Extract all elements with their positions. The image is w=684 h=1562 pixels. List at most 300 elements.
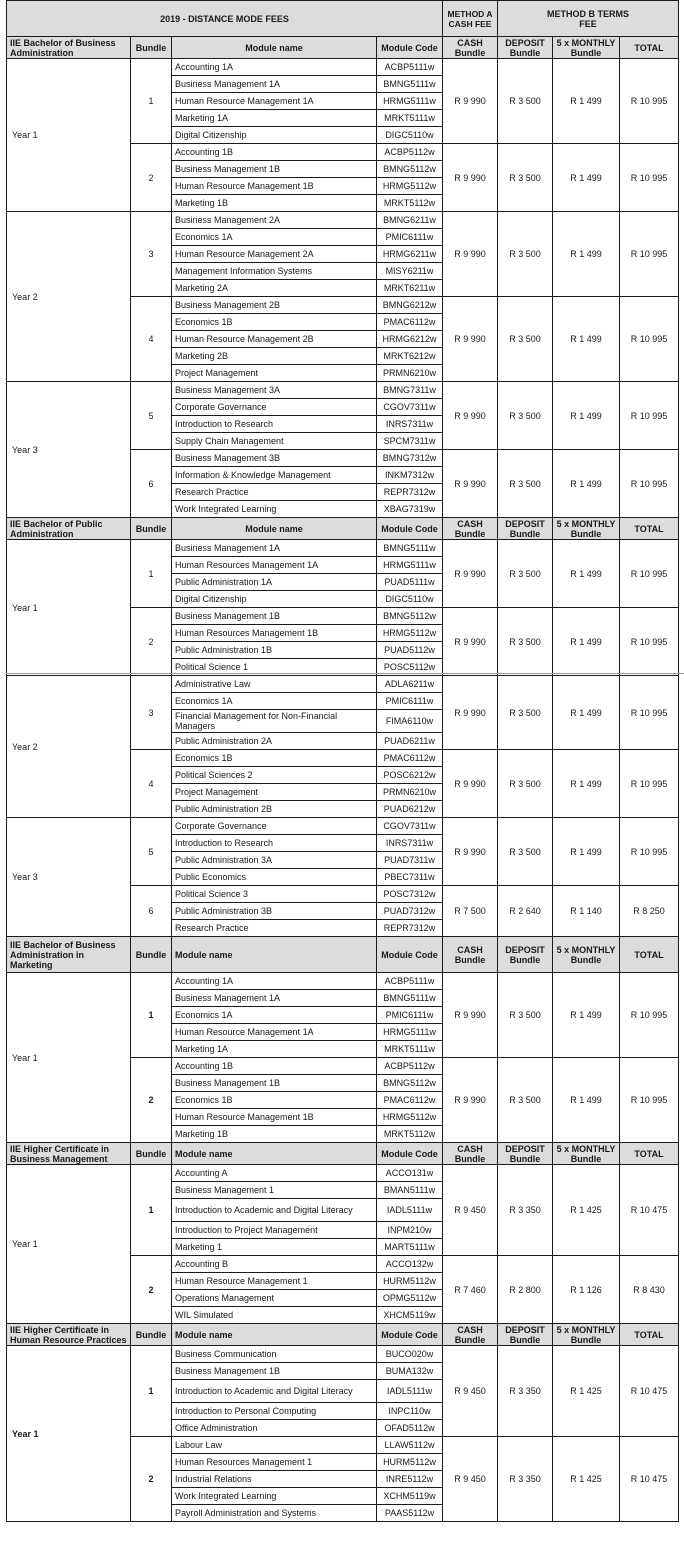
module-code: PMAC6112w	[377, 1092, 443, 1109]
cash-fee: R 9 990	[443, 540, 498, 608]
deposit-column-header: DEPOSIT Bundle	[498, 518, 553, 540]
deposit-fee: R 3 500	[498, 1058, 553, 1143]
total-fee: R 10 995	[620, 973, 679, 1058]
year-label: Year 1	[7, 1346, 131, 1522]
module-row	[7, 59, 679, 76]
module-code: PMIC6111w	[377, 693, 443, 710]
module-name: Work Integrated Learning	[172, 501, 377, 518]
monthly-fee: R 1 425	[553, 1437, 620, 1522]
module-code: POSC6212w	[377, 767, 443, 784]
module-name: Marketing 1B	[172, 1126, 377, 1143]
monthly-fee: R 1 425	[553, 1165, 620, 1256]
monthly-fee: R 1 499	[553, 818, 620, 886]
module-name: Accounting 1B	[172, 144, 377, 161]
module-name: Business Management 1B	[172, 1075, 377, 1092]
module-code: REPR7312w	[377, 920, 443, 937]
module-name: Business Management 1B	[172, 161, 377, 178]
total-fee: R 10 995	[620, 750, 679, 818]
module-name: Office Administration	[172, 1420, 377, 1437]
monthly-column-header: 5 x MONTHLY Bundle	[553, 37, 620, 59]
bundle-column-header: Bundle	[131, 937, 172, 973]
module-code: BUCO020w	[377, 1346, 443, 1363]
module-code: BMNG5111w	[377, 76, 443, 93]
module-name: Supply Chain Management	[172, 433, 377, 450]
module-name: Introduction to Research	[172, 416, 377, 433]
module-name: Human Resource Management 1A	[172, 93, 377, 110]
module-code: PUAD5112w	[377, 642, 443, 659]
module-code: HRMG5111w	[377, 93, 443, 110]
module-code: BMNG5112w	[377, 1075, 443, 1092]
monthly-fee: R 1 499	[553, 973, 620, 1058]
year-label: Year 3	[7, 382, 131, 518]
module-row	[7, 1346, 679, 1363]
module-name: Human Resource Management 2A	[172, 246, 377, 263]
module-code: BMNG5111w	[377, 540, 443, 557]
cash-fee: R 9 450	[443, 1437, 498, 1522]
bundle-number: 2	[131, 1437, 172, 1522]
module-code: BMNG5112w	[377, 161, 443, 178]
module-code-column-header: Module Code	[377, 518, 443, 540]
page-break-divider	[6, 673, 684, 674]
module-code: PUAD5111w	[377, 574, 443, 591]
module-name: Industrial Relations	[172, 1471, 377, 1488]
module-code: DIGC5110w	[377, 591, 443, 608]
module-code: XBAG7319w	[377, 501, 443, 518]
monthly-column-header: 5 x MONTHLY Bundle	[553, 1324, 620, 1346]
module-name: Introduction to Personal Computing	[172, 1403, 377, 1420]
monthly-fee: R 1 499	[553, 608, 620, 676]
deposit-column-header: DEPOSIT Bundle	[498, 1143, 553, 1165]
module-name: Business Management 2A	[172, 212, 377, 229]
cash-fee: R 9 990	[443, 144, 498, 212]
year-label: Year 1	[7, 973, 131, 1143]
bundle-number: 4	[131, 750, 172, 818]
bundle-number: 3	[131, 676, 172, 750]
module-code: MRKT5112w	[377, 195, 443, 212]
programme-name: IIE Bachelor of Business Administration	[7, 37, 131, 59]
module-name: Accounting 1B	[172, 1058, 377, 1075]
module-name: Economics 1A	[172, 693, 377, 710]
module-name: Public Administration 1B	[172, 642, 377, 659]
module-name: Project Management	[172, 784, 377, 801]
deposit-fee: R 3 500	[498, 973, 553, 1058]
module-code: PUAD7312w	[377, 903, 443, 920]
module-code: PRMN6210w	[377, 784, 443, 801]
module-name: Project Management	[172, 365, 377, 382]
bundle-number: 3	[131, 212, 172, 297]
module-code: ACCO132w	[377, 1256, 443, 1273]
module-name: Public Administration 3B	[172, 903, 377, 920]
bundle-column-header: Bundle	[131, 37, 172, 59]
deposit-fee: R 2 640	[498, 886, 553, 937]
deposit-fee: R 3 500	[498, 450, 553, 518]
module-code: HRMG6212w	[377, 331, 443, 348]
module-code: BMAN5111w	[377, 1182, 443, 1199]
cash-fee: R 9 990	[443, 212, 498, 297]
module-code: ACBP5112w	[377, 1058, 443, 1075]
programme-name: IIE Bachelor of Business Administration in Marketing	[7, 937, 131, 973]
module-code: FIMA6110w	[377, 710, 443, 733]
module-row	[7, 818, 679, 835]
module-name: Human Resources Management 1	[172, 1454, 377, 1471]
module-name: Marketing 1A	[172, 1041, 377, 1058]
programme-header-row	[7, 1324, 679, 1346]
module-name: Business Management 1	[172, 1182, 377, 1199]
total-fee: R 10 475	[620, 1437, 679, 1522]
module-name: Accounting 1A	[172, 973, 377, 990]
total-fee: R 8 430	[620, 1256, 679, 1324]
total-column-header: TOTAL	[620, 1324, 679, 1346]
module-code: PMAC6112w	[377, 314, 443, 331]
module-code: REPR7312w	[377, 484, 443, 501]
module-code: INRS7311w	[377, 416, 443, 433]
total-fee: R 10 995	[620, 297, 679, 382]
module-name: Marketing 2B	[172, 348, 377, 365]
total-fee: R 10 995	[620, 818, 679, 886]
module-name: Human Resources Management 1A	[172, 557, 377, 574]
cash-fee: R 9 990	[443, 59, 498, 144]
module-code-column-header: Module Code	[377, 937, 443, 973]
year-label: Year 2	[7, 212, 131, 382]
total-fee: R 10 995	[620, 450, 679, 518]
monthly-fee: R 1 499	[553, 450, 620, 518]
cash-fee: R 9 990	[443, 450, 498, 518]
year-label: Year 1	[7, 1165, 131, 1324]
module-code: POSC5112w	[377, 659, 443, 676]
module-name: Business Management 3A	[172, 382, 377, 399]
monthly-fee: R 1 499	[553, 1058, 620, 1143]
module-name: Business Management 2B	[172, 297, 377, 314]
monthly-fee: R 1 499	[553, 144, 620, 212]
deposit-fee: R 3 500	[498, 676, 553, 750]
module-code: HRMG5112w	[377, 1109, 443, 1126]
module-code: ACBP5111w	[377, 59, 443, 76]
total-fee: R 10 475	[620, 1165, 679, 1256]
module-name: Business Management 1A	[172, 540, 377, 557]
cash-column-header: CASH Bundle	[443, 1324, 498, 1346]
monthly-fee: R 1 499	[553, 212, 620, 297]
monthly-fee: R 1 126	[553, 1256, 620, 1324]
total-column-header: TOTAL	[620, 937, 679, 973]
module-code: SPCM7311w	[377, 433, 443, 450]
bundle-number: 6	[131, 886, 172, 937]
module-code: PUAD6212w	[377, 801, 443, 818]
module-name: Public Administration 3A	[172, 852, 377, 869]
module-code: BMNG5111w	[377, 990, 443, 1007]
bundle-column-header: Bundle	[131, 1324, 172, 1346]
fees-document	[6, 0, 678, 1522]
module-code: XHCM5119w	[377, 1307, 443, 1324]
module-code: ACCO131w	[377, 1165, 443, 1182]
module-code: INKM7312w	[377, 467, 443, 484]
year-label: Year 1	[7, 59, 131, 212]
module-code: MISY6211w	[377, 263, 443, 280]
module-name: Economics 1B	[172, 750, 377, 767]
module-code: MRKT6211w	[377, 280, 443, 297]
module-name: Research Practice	[172, 484, 377, 501]
module-name: Human Resource Management 1B	[172, 178, 377, 195]
module-name: WIL Simulated	[172, 1307, 377, 1324]
module-code: BMNG7311w	[377, 382, 443, 399]
deposit-fee: R 3 500	[498, 59, 553, 144]
module-name: Public Administration 1A	[172, 574, 377, 591]
module-code: MRKT6212w	[377, 348, 443, 365]
module-code: PBEC7311w	[377, 869, 443, 886]
module-code: PMAC6112w	[377, 750, 443, 767]
module-name: Corporate Governance	[172, 399, 377, 416]
module-name: Political Science 3	[172, 886, 377, 903]
module-code-column-header: Module Code	[377, 1143, 443, 1165]
deposit-column-header: DEPOSIT Bundle	[498, 937, 553, 973]
module-name: Payroll Administration and Systems	[172, 1505, 377, 1522]
module-code: OFAD5112w	[377, 1420, 443, 1437]
module-name: Corporate Governance	[172, 818, 377, 835]
deposit-fee: R 2 800	[498, 1256, 553, 1324]
total-fee: R 8 250	[620, 886, 679, 937]
module-code: PRMN6210w	[377, 365, 443, 382]
module-name: Marketing 1B	[172, 195, 377, 212]
bundle-column-header: Bundle	[131, 518, 172, 540]
module-name: Public Economics	[172, 869, 377, 886]
module-name: Business Management 1A	[172, 76, 377, 93]
year-label: Year 2	[7, 676, 131, 818]
deposit-fee: R 3 500	[498, 818, 553, 886]
programme-name: IIE Higher Certificate in Human Resource Practices	[7, 1324, 131, 1346]
bundle-number: 2	[131, 1058, 172, 1143]
module-name-column-header: Module name	[172, 518, 377, 540]
module-name: Political Science 1	[172, 659, 377, 676]
module-name: Digital Citizenship	[172, 591, 377, 608]
module-name: Digital Citizenship	[172, 127, 377, 144]
programme-name: IIE Bachelor of Public Administration	[7, 518, 131, 540]
total-fee: R 10 995	[620, 382, 679, 450]
module-name: Accounting B	[172, 1256, 377, 1273]
method-a-header: METHOD A CASH FEE	[443, 1, 498, 37]
module-code: PUAD7311w	[377, 852, 443, 869]
module-name: Business Management 3B	[172, 450, 377, 467]
module-name: Business Management 1A	[172, 990, 377, 1007]
module-code-column-header: Module Code	[377, 37, 443, 59]
module-code: INPC110w	[377, 1403, 443, 1420]
module-code: HRMG5112w	[377, 625, 443, 642]
cash-fee: R 9 990	[443, 382, 498, 450]
cash-fee: R 7 500	[443, 886, 498, 937]
total-fee: R 10 995	[620, 676, 679, 750]
cash-column-header: CASH Bundle	[443, 518, 498, 540]
module-name: Information & Knowledge Management	[172, 467, 377, 484]
module-row	[7, 540, 679, 557]
module-row	[7, 1165, 679, 1182]
module-name: Introduction to Academic and Digital Literacy	[172, 1380, 377, 1403]
deposit-fee: R 3 500	[498, 750, 553, 818]
module-name: Human Resource Management 1B	[172, 1109, 377, 1126]
monthly-fee: R 1 499	[553, 382, 620, 450]
deposit-fee: R 3 500	[498, 212, 553, 297]
module-name: Human Resource Management 1A	[172, 1024, 377, 1041]
bundle-number: 1	[131, 540, 172, 608]
cash-fee: R 9 450	[443, 1165, 498, 1256]
total-fee: R 10 475	[620, 1346, 679, 1437]
module-code: HRMG6211w	[377, 246, 443, 263]
deposit-fee: R 3 500	[498, 297, 553, 382]
module-row	[7, 382, 679, 399]
module-name: Business Management 1B	[172, 608, 377, 625]
module-code: HRMG5111w	[377, 557, 443, 574]
module-name: Marketing 2A	[172, 280, 377, 297]
cash-fee: R 9 990	[443, 1058, 498, 1143]
cash-fee: R 9 990	[443, 818, 498, 886]
module-code: HRMG5111w	[377, 1024, 443, 1041]
monthly-fee: R 1 425	[553, 1346, 620, 1437]
module-name: Business Communication	[172, 1346, 377, 1363]
bundle-number: 1	[131, 59, 172, 144]
total-fee: R 10 995	[620, 59, 679, 144]
bundle-column-header: Bundle	[131, 1143, 172, 1165]
cash-column-header: CASH Bundle	[443, 937, 498, 973]
total-fee: R 10 995	[620, 212, 679, 297]
module-code: BMNG6212w	[377, 297, 443, 314]
total-column-header: TOTAL	[620, 37, 679, 59]
cash-column-header: CASH Bundle	[443, 1143, 498, 1165]
monthly-fee: R 1 499	[553, 297, 620, 382]
module-name: Human Resources Management 1B	[172, 625, 377, 642]
module-name: Economics 1A	[172, 229, 377, 246]
cash-fee: R 9 990	[443, 608, 498, 676]
module-code: ACBP5112w	[377, 144, 443, 161]
module-code: PAAS5112w	[377, 1505, 443, 1522]
module-name: Operations Management	[172, 1290, 377, 1307]
monthly-column-header: 5 x MONTHLY Bundle	[553, 937, 620, 973]
module-code: HURM5112w	[377, 1454, 443, 1471]
module-name: Public Administration 2A	[172, 733, 377, 750]
module-name: Political Sciences 2	[172, 767, 377, 784]
total-fee: R 10 995	[620, 608, 679, 676]
bundle-number: 1	[131, 973, 172, 1058]
deposit-fee: R 3 350	[498, 1165, 553, 1256]
module-code: INPM210w	[377, 1222, 443, 1239]
module-code: PMIC6111w	[377, 229, 443, 246]
module-code: CGOV7311w	[377, 818, 443, 835]
module-name: Management Information Systems	[172, 263, 377, 280]
module-name: Accounting 1A	[172, 59, 377, 76]
module-name-column-header: Module name	[172, 1143, 377, 1165]
bundle-number: 2	[131, 144, 172, 212]
deposit-fee: R 3 500	[498, 540, 553, 608]
method-b-header: METHOD B TERMS FEE	[498, 1, 679, 37]
bundle-number: 1	[131, 1165, 172, 1256]
module-name: Human Resource Management 2B	[172, 331, 377, 348]
deposit-fee: R 3 500	[498, 382, 553, 450]
monthly-fee: R 1 499	[553, 540, 620, 608]
module-name: Public Administration 2B	[172, 801, 377, 818]
module-code: BUMA132w	[377, 1363, 443, 1380]
module-code: IADL5111w	[377, 1380, 443, 1403]
total-column-header: TOTAL	[620, 518, 679, 540]
module-code: MART5111w	[377, 1239, 443, 1256]
deposit-fee: R 3 350	[498, 1437, 553, 1522]
monthly-fee: R 1 499	[553, 676, 620, 750]
year-label: Year 3	[7, 818, 131, 937]
page-title: 2019 - DISTANCE MODE FEES	[7, 1, 443, 37]
module-code: MRKT5112w	[377, 1126, 443, 1143]
module-name: Accounting A	[172, 1165, 377, 1182]
bundle-number: 2	[131, 1256, 172, 1324]
total-fee: R 10 995	[620, 1058, 679, 1143]
module-name: Introduction to Research	[172, 835, 377, 852]
module-name: Labour Law	[172, 1437, 377, 1454]
bundle-number: 2	[131, 608, 172, 676]
module-code: HURM5112w	[377, 1273, 443, 1290]
programme-header-row	[7, 518, 679, 540]
bundle-number: 6	[131, 450, 172, 518]
cash-fee: R 9 990	[443, 750, 498, 818]
monthly-fee: R 1 499	[553, 59, 620, 144]
bundle-number: 5	[131, 818, 172, 886]
programme-header-row	[7, 37, 679, 59]
module-name: Human Resource Management 1	[172, 1273, 377, 1290]
total-fee: R 10 995	[620, 144, 679, 212]
total-column-header: TOTAL	[620, 1143, 679, 1165]
monthly-fee: R 1 140	[553, 886, 620, 937]
module-name: Economics 1B	[172, 1092, 377, 1109]
module-name-column-header: Module name	[172, 937, 377, 973]
module-name: Research Practice	[172, 920, 377, 937]
cash-fee: R 9 990	[443, 297, 498, 382]
monthly-fee: R 1 499	[553, 750, 620, 818]
monthly-column-header: 5 x MONTHLY Bundle	[553, 518, 620, 540]
module-code: ACBP5111w	[377, 973, 443, 990]
module-code: IADL5111w	[377, 1199, 443, 1222]
module-code-column-header: Module Code	[377, 1324, 443, 1346]
module-name: Business Management 1B	[172, 1363, 377, 1380]
title-row	[7, 1, 679, 37]
year-label: Year 1	[7, 540, 131, 676]
deposit-fee: R 3 350	[498, 1346, 553, 1437]
module-code: PMIC6111w	[377, 1007, 443, 1024]
module-code: DIGC5110w	[377, 127, 443, 144]
cash-fee: R 9 450	[443, 1346, 498, 1437]
module-code: ADLA6211w	[377, 676, 443, 693]
module-code: INRS7311w	[377, 835, 443, 852]
programme-name: IIE Higher Certificate in Business Management	[7, 1143, 131, 1165]
module-name: Administrative Law	[172, 676, 377, 693]
cash-fee: R 7 460	[443, 1256, 498, 1324]
module-name: Marketing 1A	[172, 110, 377, 127]
module-name: Financial Management for Non-Financial Managers	[172, 710, 377, 733]
module-row	[7, 973, 679, 990]
cash-fee: R 9 990	[443, 676, 498, 750]
module-code: BMNG6211w	[377, 212, 443, 229]
module-name: Marketing 1	[172, 1239, 377, 1256]
deposit-fee: R 3 500	[498, 608, 553, 676]
bundle-number: 5	[131, 382, 172, 450]
cash-column-header: CASH Bundle	[443, 37, 498, 59]
bundle-number: 1	[131, 1346, 172, 1437]
deposit-fee: R 3 500	[498, 144, 553, 212]
module-code: CGOV7311w	[377, 399, 443, 416]
module-name: Work Integrated Learning	[172, 1488, 377, 1505]
module-code: HRMG5112w	[377, 178, 443, 195]
module-name: Economics 1B	[172, 314, 377, 331]
total-fee: R 10 995	[620, 540, 679, 608]
module-code: BMNG7312w	[377, 450, 443, 467]
cash-fee: R 9 990	[443, 973, 498, 1058]
module-row	[7, 212, 679, 229]
programme-header-row	[7, 937, 679, 973]
module-row	[7, 676, 679, 693]
module-code: INRE5112w	[377, 1471, 443, 1488]
module-name-column-header: Module name	[172, 37, 377, 59]
